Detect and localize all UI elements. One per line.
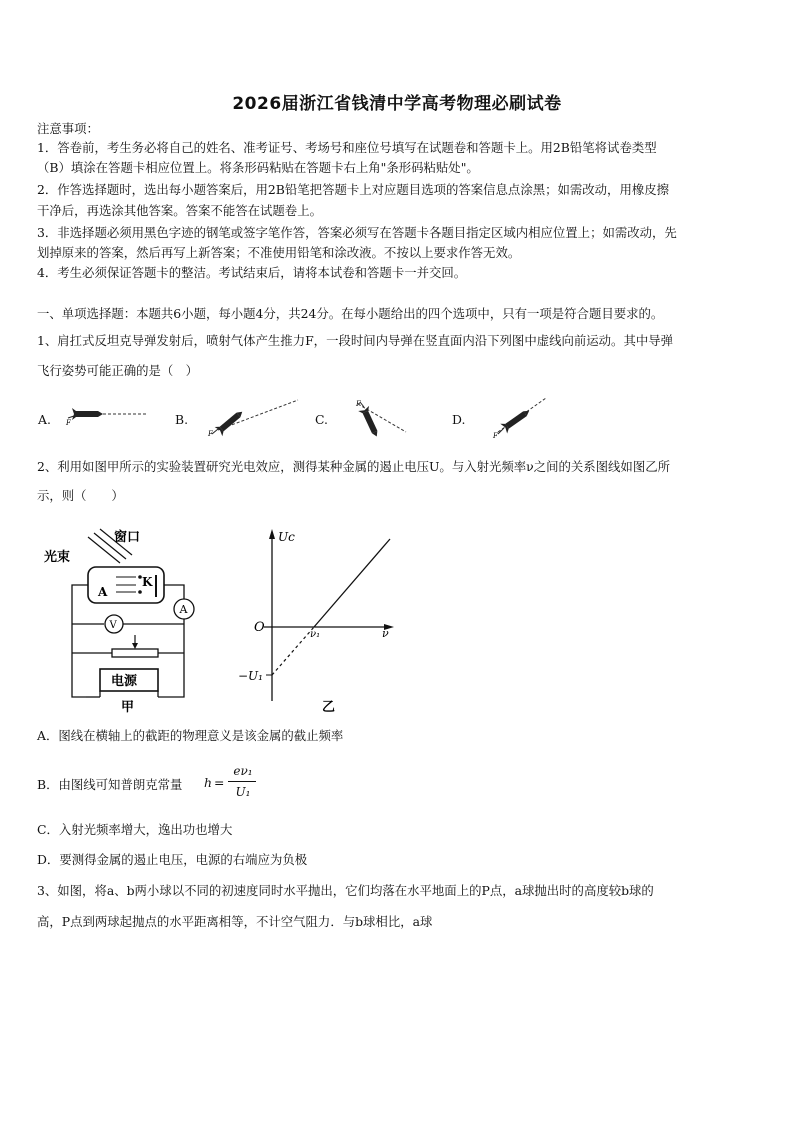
q2-option-c: C．入射光频率增大，逸出功也增大 bbox=[37, 822, 233, 837]
question-1-stem: 飞行姿势可能正确的是（ ） bbox=[37, 363, 199, 378]
anode-label: A bbox=[98, 585, 108, 599]
question-2-stem: 2、利用如图甲所示的实验装置研究光电效应，测得某种金属的遏止电压U。与入射光频率ν之间的关系图线如图乙所 bbox=[37, 459, 670, 474]
q2-option-b-text: B．由图线可知普朗克常量 bbox=[37, 777, 183, 792]
origin-label: O bbox=[254, 620, 265, 635]
y-intercept-label: −U₁ bbox=[238, 669, 263, 683]
fraction-numerator: eν₁ bbox=[233, 764, 253, 778]
y-axis-label: Uc bbox=[278, 530, 295, 544]
notice-item: 2．作答选择题时，选出每小题答案后，用2B铅笔把答题卡上对应题目选项的答案信息点涂黑；如需改动，用橡皮擦 bbox=[37, 182, 670, 197]
figure-caption: 甲 bbox=[121, 700, 135, 715]
voltmeter-label: V bbox=[109, 620, 117, 631]
q1-option-b-label: B. bbox=[175, 412, 189, 427]
q1-option-c-label: C. bbox=[315, 412, 328, 427]
light-beam-label: 光束 bbox=[44, 550, 71, 565]
x-axis-label: ν bbox=[382, 627, 389, 640]
notice-heading: 注意事项： bbox=[37, 121, 99, 136]
question-2-stem: 示，则（ ） bbox=[37, 488, 124, 503]
q2-option-b bbox=[37, 764, 437, 804]
section-heading: 一、单项选择题：本题共6小题，每小题4分，共24分。在每小题给出的四个选项中，只有一项是符合题目要求的。 bbox=[37, 306, 664, 321]
notice-item: （B）填涂在答题卡相应位置上。将条形码粘贴在答题卡右上角"条形码粘贴处"。 bbox=[37, 160, 479, 175]
force-label: F bbox=[493, 432, 498, 440]
q1-option-d-label: D. bbox=[452, 412, 466, 427]
q2-figure-circuit bbox=[40, 525, 210, 715]
question-3-stem: 3、如图，将a、b两小球以不同的初速度同时水平抛出，它们均落在水平地面上的P点，a球抛出时的高度较b球的 bbox=[37, 883, 654, 898]
figure-caption: 乙 bbox=[322, 700, 336, 715]
ammeter-label: A bbox=[179, 603, 188, 616]
cathode-label: K bbox=[142, 575, 153, 589]
force-label: F bbox=[356, 400, 361, 408]
notice-item: 3．非选择题必须用黑色字迹的钢笔或签字笔作答，答案必须写在答题卡各题目指定区域内相应位置上；如需改动，先 bbox=[37, 225, 677, 240]
notice-item: 1．答卷前，考生务必将自己的姓名、准考证号、考场号和座位号填写在试题卷和答题卡上。用2B铅笔将试卷类型 bbox=[37, 140, 657, 155]
q1-option-a-figure bbox=[60, 396, 155, 432]
notice-item: 4．考生必须保证答题卡的整洁。考试结束后，请将本试卷和答题卡一并交回。 bbox=[37, 265, 467, 280]
missile-icon bbox=[505, 411, 526, 429]
q1-option-d-figure bbox=[480, 392, 560, 442]
x-intercept-label: ν₁ bbox=[310, 629, 321, 640]
notice-item: 划掉原来的答案，然后再写上新答案；不准使用铅笔和涂改液。不按以上要求作答无效。 bbox=[37, 245, 521, 260]
window-label: 窗口 bbox=[114, 530, 141, 545]
planck-symbol: h bbox=[204, 775, 212, 790]
q2-option-d: D．要测得金属的遏止电压，电源的右端应为负极 bbox=[37, 852, 308, 867]
question-1-stem: 1、肩扛式反坦克导弹发射后，喷射气体产生推力F，一段时间内导弹在竖直面内沿下列图中虚线向前运动。其中导弹 bbox=[37, 333, 674, 348]
question-3-stem: 高，P点到两球起抛点的水平距离相等，不计空气阻力．与b球相比，a球 bbox=[37, 914, 433, 929]
force-label: F bbox=[208, 430, 213, 438]
q1-option-a-label: A. bbox=[38, 412, 51, 427]
source-label: 电源 bbox=[111, 674, 138, 689]
graph-line bbox=[314, 539, 390, 627]
q2-option-a: A．图线在横轴上的截距的物理意义是该金属的截止频率 bbox=[37, 728, 344, 743]
equals-sign: = bbox=[214, 775, 225, 790]
extrapolated-line bbox=[272, 627, 314, 675]
q1-option-b-figure bbox=[198, 392, 308, 438]
fraction-bar bbox=[228, 781, 256, 782]
q2-figure-graph bbox=[236, 525, 406, 715]
q1-option-c-figure bbox=[344, 396, 414, 442]
page-title: 2026届浙江省钱清中学高考物理必刷试卷 bbox=[232, 94, 562, 114]
missile-icon bbox=[363, 411, 378, 433]
missile-icon bbox=[220, 413, 241, 432]
fraction-denominator: U₁ bbox=[235, 785, 251, 799]
missile-icon bbox=[76, 411, 98, 417]
notice-item: 干净后，再选涂其他答案。答案不能答在试题卷上。 bbox=[37, 203, 322, 218]
rheostat bbox=[112, 649, 158, 657]
force-label: F bbox=[66, 419, 71, 427]
